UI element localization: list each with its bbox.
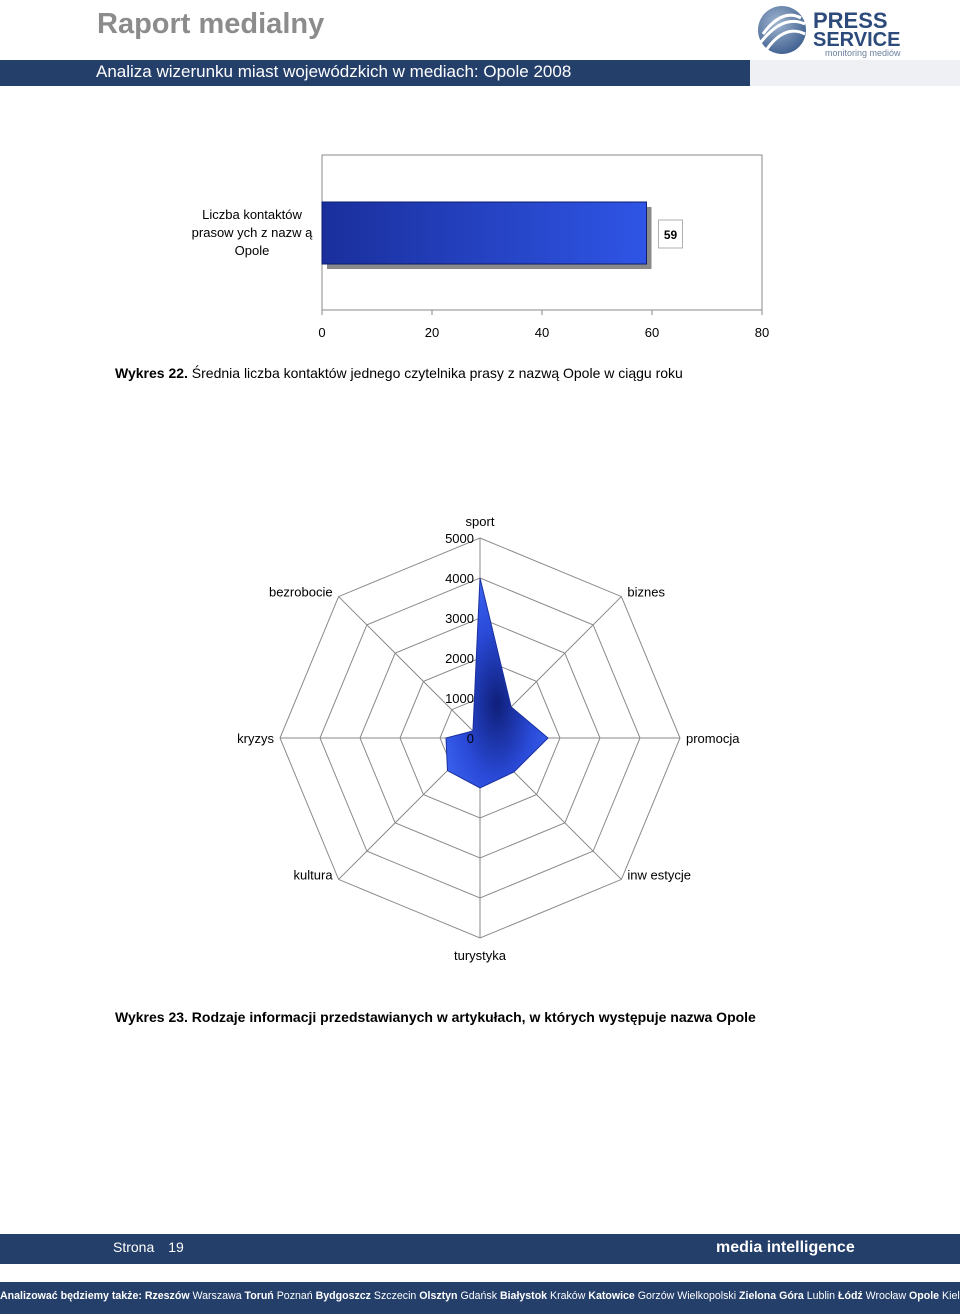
footer-cities-list [0, 1290, 971, 1302]
logo-tagline: monitoring mediów [825, 48, 901, 58]
logo-line2: SERVICE [813, 29, 901, 51]
radial-tick-label: 5000 [445, 531, 474, 546]
radial-tick-label: 3000 [445, 611, 474, 626]
bar-opole [322, 202, 647, 264]
x-tick-label: 60 [644, 325, 660, 340]
report-subtitle: Analiza wizerunku miast wojewódzkich w mediach: Opole 2008 [96, 62, 572, 81]
bar-chart [0, 140, 960, 350]
footer-city: Lublin [806, 1290, 836, 1302]
radar-series [446, 578, 548, 788]
radial-tick-label: 1000 [445, 691, 474, 706]
footer-city: Opole [909, 1290, 940, 1302]
logo-line1: PRESS [813, 8, 888, 33]
axis-label: kryzys [237, 731, 274, 746]
axis-label: inw estycje [627, 867, 691, 883]
x-tick-label: 20 [424, 325, 440, 340]
footer-city: Bydgoszcz [315, 1290, 371, 1302]
radial-tick-label: 4000 [445, 571, 474, 586]
figure23-caption: Wykres 23. Rodzaje informacji przedstawianych w artykułach, w których występuje nazwa Opole [115, 1009, 756, 1025]
footer-city: Warszawa [192, 1290, 242, 1302]
footer-city: Kraków [550, 1290, 586, 1302]
figure22-caption: Wykres 22. Średnia liczba kontaktów jednego czytelnika prasy z nazwą Opole w ciągu roku [115, 365, 683, 381]
footer-brand: media intelligence [716, 1239, 855, 1256]
page-label: Strona [113, 1239, 155, 1255]
axis-label: sport [465, 514, 495, 529]
footer-city: Gorzów Wielkopolski [637, 1290, 737, 1302]
page-number-value: 19 [168, 1239, 184, 1255]
footer-city: Szczecin [373, 1290, 417, 1302]
axis-label: kultura [293, 867, 333, 883]
footer-city: Zielona Góra [739, 1290, 804, 1302]
radar-plot-area [237, 514, 740, 963]
bar-plot-area [192, 155, 770, 340]
footer-city: Analizować będziemy także: Rzeszów [0, 1290, 190, 1302]
header-bar-accent [750, 60, 960, 86]
footer-city: Wrocław [865, 1290, 907, 1302]
footer-city: Toruń [244, 1290, 274, 1302]
footer-city: Katowice [588, 1290, 635, 1302]
press-service-logo [755, 4, 945, 58]
footer-city: Poznań [276, 1290, 313, 1302]
page-number [113, 1239, 184, 1255]
axis-label: biznes [627, 584, 665, 600]
category-label: Opole [234, 243, 270, 258]
footer-city: Kielce [942, 1290, 971, 1302]
report-title: Raport medialny [97, 8, 325, 40]
footer-city: Olsztyn [419, 1290, 458, 1302]
axis-label: bezrobocie [268, 584, 333, 600]
radial-tick-label: 2000 [445, 651, 474, 666]
footer-city: Gdańsk [460, 1290, 497, 1302]
category-label: prasow ych z nazw ą [191, 225, 313, 240]
footer-city: Białystok [499, 1290, 548, 1302]
axis-label: turystyka [453, 948, 507, 963]
radial-tick-label: 0 [466, 731, 474, 746]
axis-label: promocja [686, 731, 740, 746]
x-tick-label: 40 [534, 325, 550, 340]
bar-data-label: 59 [663, 228, 678, 242]
category-label: Liczba kontaktów [202, 207, 302, 222]
radar-chart [180, 500, 780, 980]
x-tick-label: 0 [318, 325, 326, 340]
x-tick-label: 80 [754, 325, 770, 340]
footer-city: Łódź [838, 1290, 863, 1302]
